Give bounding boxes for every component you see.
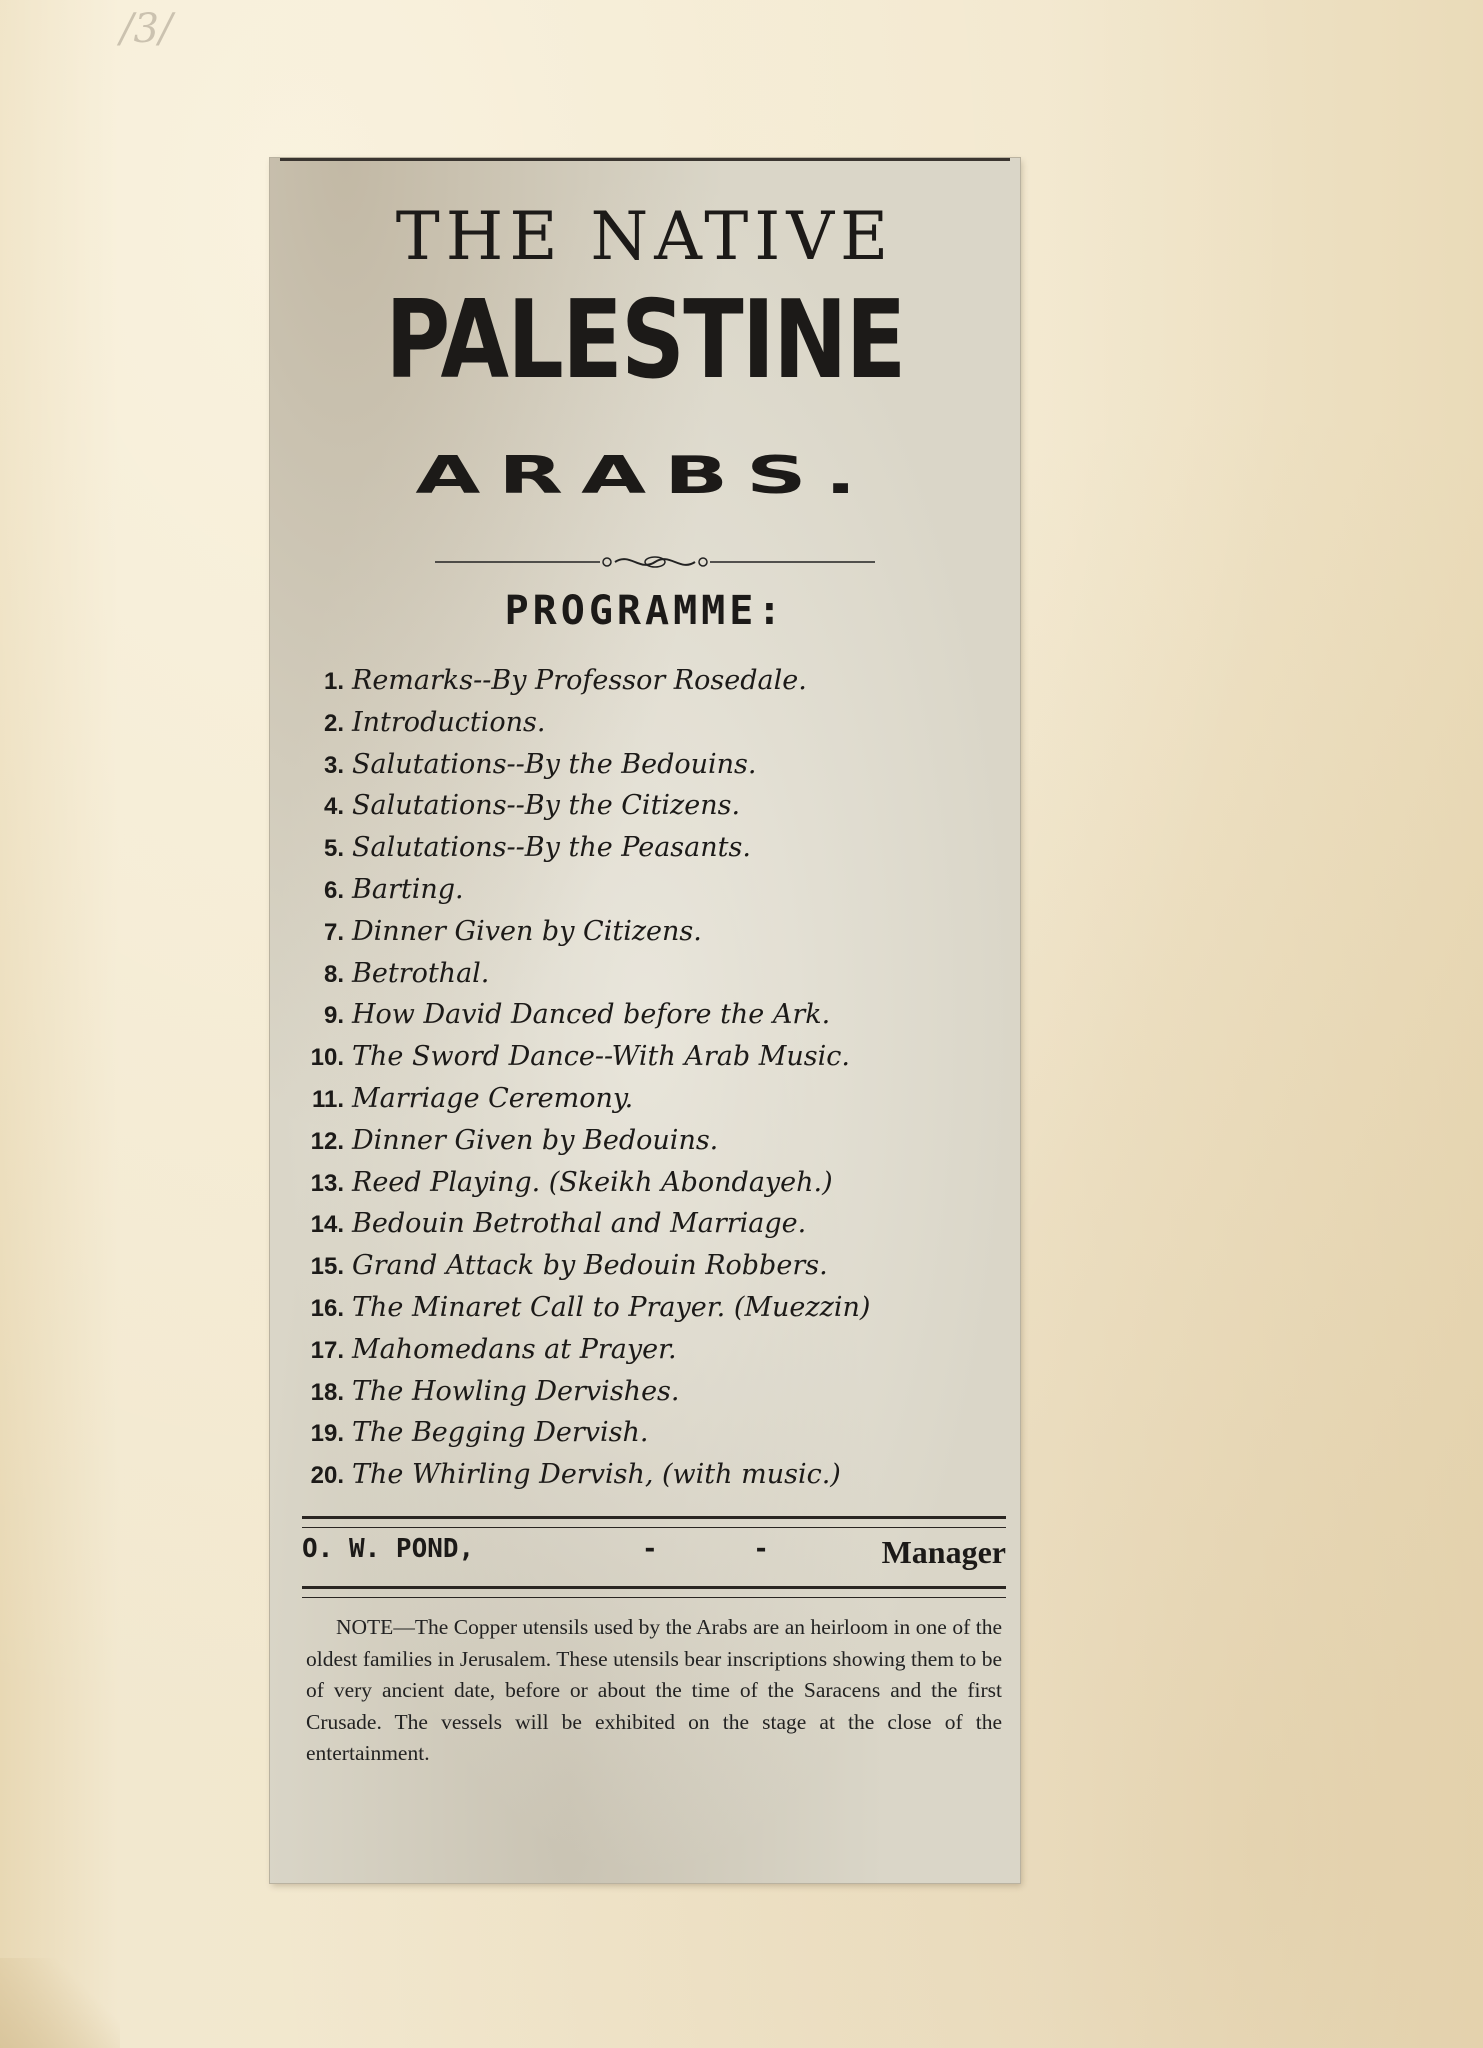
programme-item-number: 4.: [323, 793, 344, 821]
programme-item-number: 18.: [310, 1378, 344, 1406]
top-rule: [280, 158, 1010, 161]
rule-above-manager: [302, 1516, 1006, 1528]
programme-item: [300, 1412, 1000, 1454]
programme-item-number: 6.: [323, 876, 344, 904]
programme-item-text: Mahomedans at Prayer.: [352, 1333, 677, 1365]
programme-item: [300, 953, 1000, 995]
programme-item: [300, 827, 1000, 869]
programme-item: [300, 1454, 1000, 1496]
programme-item-text: The Minaret Call to Prayer. (Muezzin): [352, 1291, 871, 1323]
programme-item-number: 16.: [310, 1294, 344, 1322]
programme-item-text: Reed Playing. (Skeikh Abondayeh.): [352, 1166, 833, 1198]
programme-item: [300, 1203, 1000, 1245]
programme-item: [300, 1371, 1000, 1413]
page-corner: [0, 1958, 120, 2048]
programme-item-text: Betrothal.: [352, 957, 490, 989]
manager-line: [302, 1534, 1006, 1574]
programme-item-number: 12.: [310, 1127, 344, 1155]
programme-item-number: 1.: [323, 668, 344, 695]
title-the-native: THE NATIVE: [395, 198, 895, 275]
programme-item-number: 7.: [323, 918, 344, 946]
programme-item-text: Dinner Given by Bedouins.: [352, 1124, 719, 1156]
programme-item-text: The Sword Dance--With Arab Music.: [352, 1041, 850, 1073]
manager-name: O. W. POND,: [302, 1534, 475, 1564]
rule-below-manager: [302, 1586, 1006, 1598]
programme-item: [300, 1078, 1000, 1120]
programme-item-text: Salutations--By the Peasants.: [352, 832, 751, 864]
programme-item-number: 10.: [310, 1044, 344, 1072]
programme-item: [300, 1329, 1000, 1371]
programme-item: [300, 785, 1000, 827]
programme-list: [300, 660, 1000, 1496]
programme-item-number: 9.: [323, 1002, 344, 1030]
programme-item-number: 13.: [310, 1169, 344, 1197]
title-palestine: PALESTINE: [385, 278, 905, 403]
note-paragraph: NOTE—The Copper utensils used by the Arabs are an heirloom in one of the oldest families in Jerusalem. These utensils bear inscriptions showing them to be of very ancient date, before or about the time of the Saracens and the first Crusade. The vessels will be exhibited on the stage at the close of the entertainment.: [306, 1615, 1002, 1765]
newspaper-clipping: [270, 158, 1020, 1883]
manager-title: Manager: [881, 1534, 1006, 1570]
programme-item-number: 5.: [323, 835, 344, 863]
programme-item-number: 19.: [310, 1420, 344, 1448]
programme-item-number: 15.: [310, 1253, 344, 1281]
programme-item: [300, 660, 1000, 702]
programme-item-text: The Howling Dervishes.: [352, 1375, 680, 1407]
programme-item: [300, 702, 1000, 744]
programme-item-text: Salutations--By the Bedouins.: [352, 748, 757, 780]
bleed-through-text: [1310, 170, 1460, 1570]
programme-item-text: Remarks--By Professor Rosedale.: [352, 665, 807, 696]
programme-item: [300, 744, 1000, 786]
programme-item-text: The Whirling Dervish, (with music.): [352, 1459, 841, 1491]
programme-item: [300, 869, 1000, 911]
programme-item-number: 20.: [310, 1462, 344, 1490]
programme-item: [300, 1120, 1000, 1162]
programme-item: [300, 1036, 1000, 1078]
programme-item: [300, 911, 1000, 953]
programme-item: [300, 1162, 1000, 1204]
programme-item-text: Bedouin Betrothal and Marriage.: [352, 1208, 807, 1240]
programme-item: [300, 1245, 1000, 1287]
programme-item: [300, 1287, 1000, 1329]
programme-item-text: How David Danced before the Ark.: [352, 999, 831, 1031]
title-arabs: ARABS.: [415, 444, 875, 506]
programme-item-text: Marriage Ceremony.: [352, 1082, 634, 1114]
programme-item-text: The Begging Dervish.: [352, 1417, 649, 1449]
programme-item-number: 14.: [310, 1211, 344, 1239]
programme-item: [300, 994, 1000, 1036]
programme-item-number: 11.: [311, 1085, 344, 1113]
pencil-mark: /3/: [120, 6, 173, 52]
programme-item-number: 2.: [323, 709, 344, 737]
programme-item-number: 17.: [310, 1336, 344, 1364]
programme-item-text: Dinner Given by Citizens.: [352, 915, 702, 947]
programme-item-text: Salutations--By the Citizens.: [352, 790, 741, 822]
programme-item-text: Introductions.: [352, 706, 546, 738]
programme-item-text: Grand Attack by Bedouin Robbers.: [352, 1250, 828, 1282]
programme-item-number: 3.: [323, 751, 344, 779]
ornament-divider-icon: [435, 550, 875, 574]
programme-heading: PROGRAMME:: [504, 588, 786, 634]
programme-item-number: 8.: [323, 960, 344, 988]
programme-item-text: Barting.: [352, 873, 464, 905]
manager-dashes: - -: [642, 1534, 809, 1564]
